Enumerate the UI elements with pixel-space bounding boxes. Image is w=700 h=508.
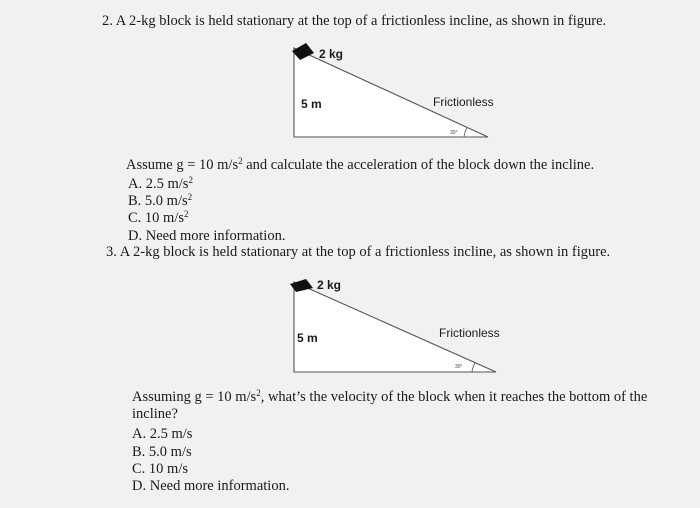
angle-label: 30° [450,130,458,136]
option-c: C. 10 $m/s^2$ [128,209,189,226]
height-label: 5 m [301,97,322,111]
incline-triangle [294,48,488,137]
question-2-stem [102,13,606,30]
option-b: B. 5.0 m/s [132,444,192,460]
mass-label: 2 kg [319,47,344,61]
option-d: D. Need more information. [132,478,290,494]
question-stem-text: A 2-kg block is held stationary at the top of a frictionless incline, as shown in figure. [119,244,611,260]
option-a: A. 2.5 $m/s^2$ [128,175,193,192]
option-c: C. 10 m/s [132,461,188,477]
question-3-prompt-line2: incline? [132,406,178,422]
option-a: A. 2.5 m/s [132,426,193,442]
option-d: D. Need more information. [128,228,286,244]
question-3-stem [106,244,610,261]
height-label: 5 m [297,331,318,345]
mass-label: 2 kg [317,278,342,292]
surface-label: Frictionless [433,95,494,109]
question-3-prompt: Assuming g = 10 $m/s^2$, what’s the velocity of the block when it reaches the bottom of the [132,388,648,405]
question-stem-text: A 2-kg block is held stationary at the top of a frictionless incline, as shown in figure. [115,13,607,29]
option-b: B. 5.0 $m/s^2$ [128,192,193,209]
question-number: 3. [106,244,117,260]
question-number: 2. [102,13,113,29]
surface-label: Frictionless [439,326,500,340]
angle-label: 30° [455,364,463,370]
question-2-prompt: Assume g = 10 $m/s^2$ and calculate the acceleration of the block down the incline. [126,156,595,173]
